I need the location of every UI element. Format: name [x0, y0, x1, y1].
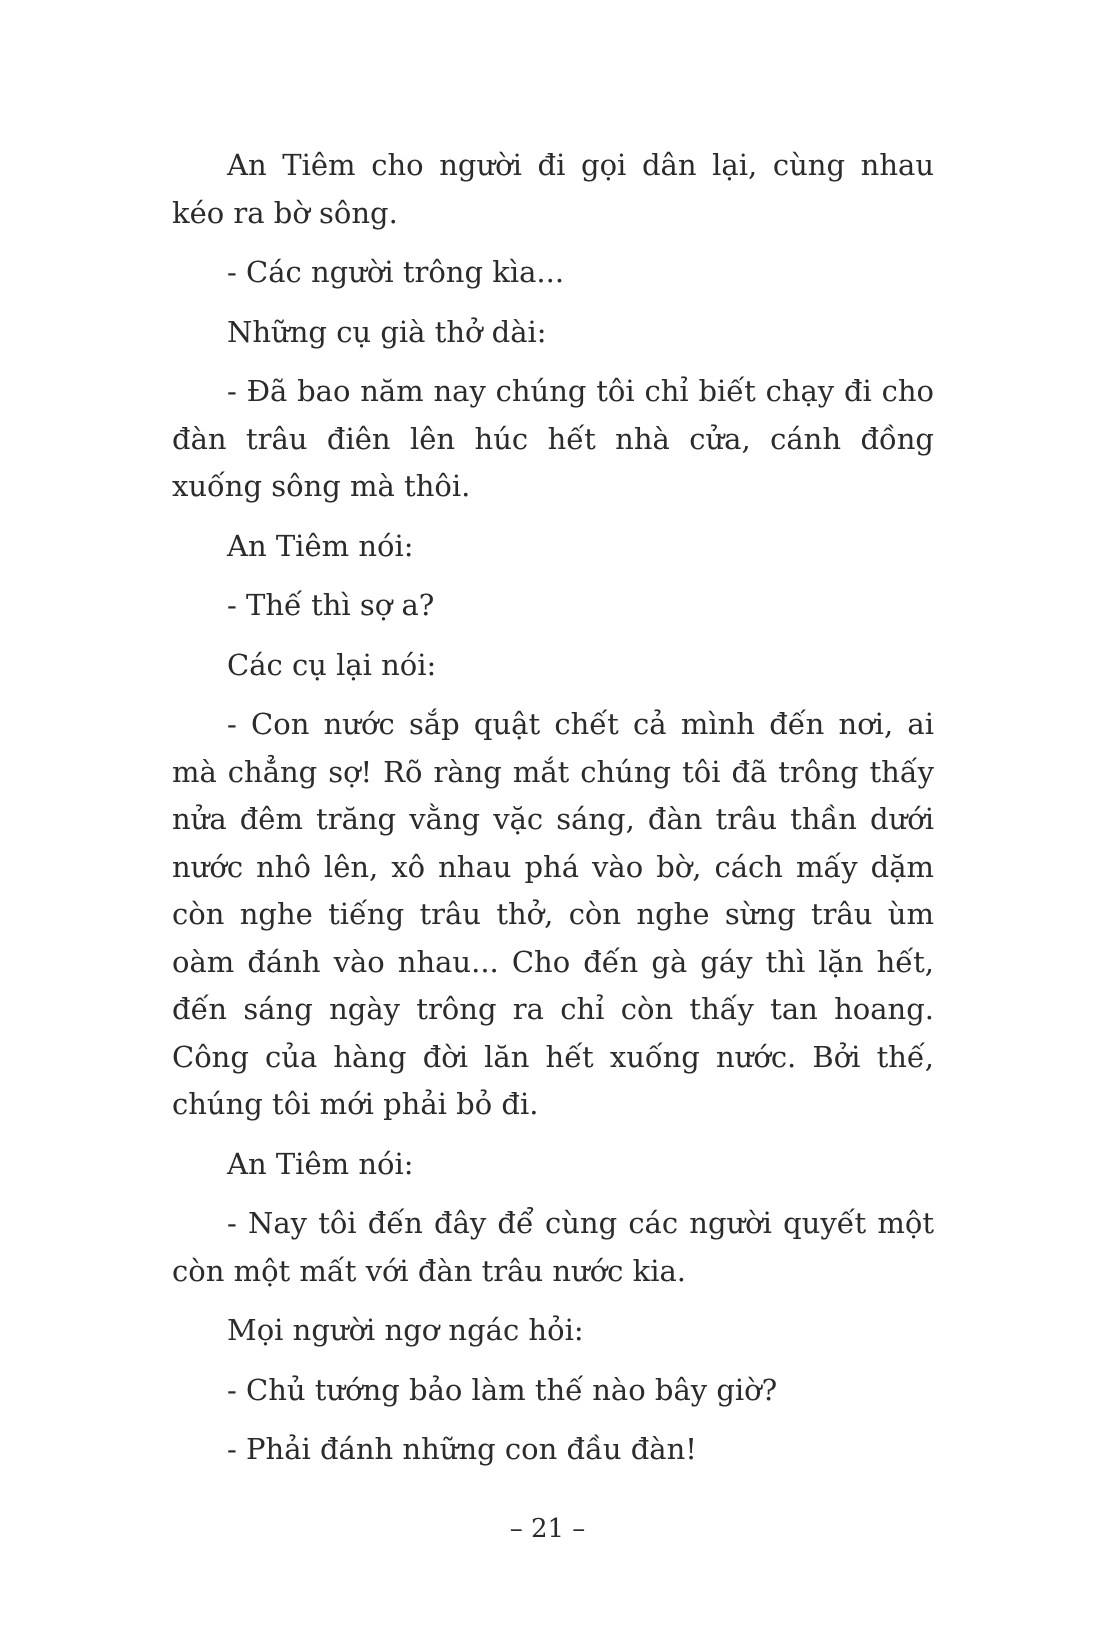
- page-body-text: [172, 142, 934, 1486]
- paragraph: An Tiêm nói:: [227, 1146, 414, 1181]
- paragraph: Các cụ lại nói:: [227, 647, 437, 682]
- paragraph: - Các người trông kìa...: [227, 255, 565, 289]
- page-number: – 21 –: [509, 1514, 586, 1544]
- paragraph: - Đã bao năm nay chúng tôi chỉ biết chạy đi cho đàn trâu điên lên húc hết nhà cửa, cánh đồng xuống sông mà thôi.: [172, 374, 934, 503]
- paragraph: Mọi người ngơ ngác hỏi:: [227, 1313, 584, 1347]
- paragraph: - Nay tôi đến đây để cùng các người quyết một còn một mất với đàn trâu nước kia.: [172, 1206, 934, 1288]
- paragraph: - Thế thì sợ a?: [227, 588, 435, 622]
- paragraph: - Con nước sắp quật chết cả mình đến nơi, ai mà chẳng sợ! Rõ ràng mắt chúng tôi đã trông thấy nửa đêm trăng vằng vặc sáng, đàn trâu thần dưới nước nhô lên, xô nhau phá vào bờ, cách mấy dặm còn nghe tiếng trâu thở, còn nghe sừng trâu ùm oàm đánh vào nhau... Cho đến gà gáy thì lặn hết, đến sáng ngày trông ra chỉ còn thấy tan hoang. Công của hàng đời lăn hết xuống nước. Bởi thế, chúng tôi mới phải bỏ đi.: [172, 707, 934, 1121]
- paragraph: - Chủ tướng bảo làm thế nào bây giờ?: [227, 1372, 778, 1407]
- paragraph: An Tiêm nói:: [227, 528, 414, 563]
- paragraph: Những cụ già thở dài:: [227, 314, 547, 349]
- paragraph: - Phải đánh những con đầu đàn!: [227, 1432, 697, 1466]
- paragraph: An Tiêm cho người đi gọi dân lại, cùng nhau kéo ra bờ sông.: [172, 148, 934, 230]
